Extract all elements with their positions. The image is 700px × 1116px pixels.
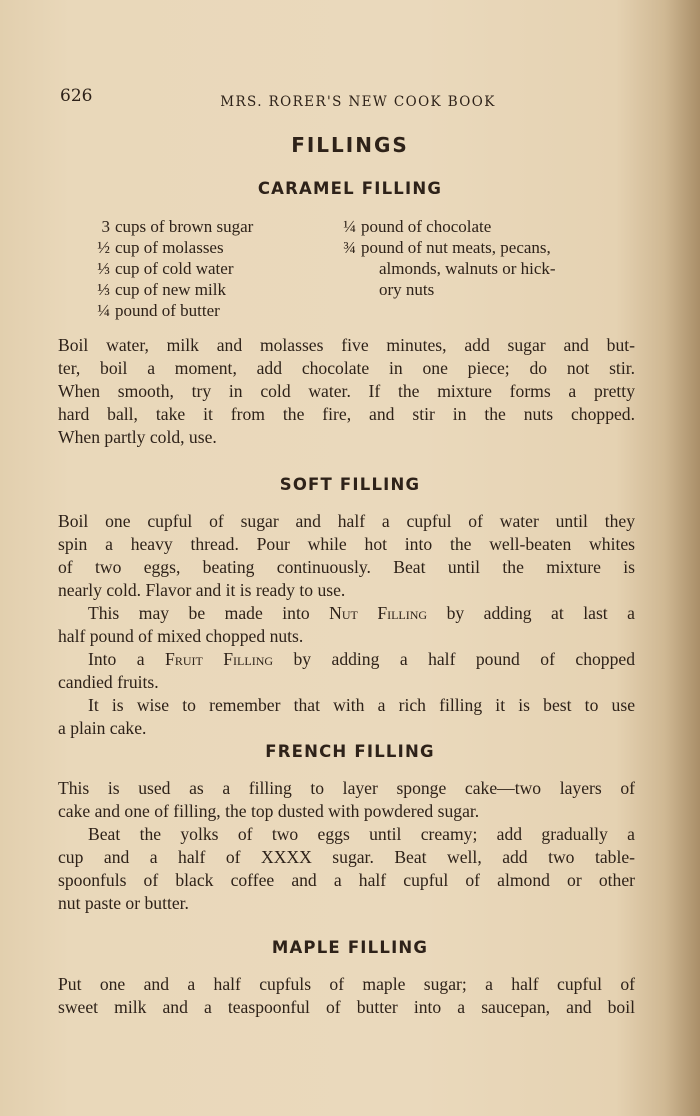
heading-caramel-filling: CARAMEL FILLING	[257, 179, 443, 198]
text-segment: by adding at last a	[427, 603, 635, 623]
text-line: nut paste or butter.	[58, 893, 189, 913]
chapter-title: FILLINGS	[291, 133, 409, 157]
ingredient-text: cups of brown sugar	[115, 217, 254, 236]
text-line: cake and one of filling, the top dusted with powdered sugar.	[58, 801, 480, 821]
ingredient-text: pound of chocolate	[361, 217, 492, 236]
text-line: This is used as a filling to layer sponge cake—two layers of	[58, 778, 635, 798]
ingredient-item	[336, 258, 556, 279]
ingredient-item	[336, 237, 556, 258]
ingredient-item	[90, 237, 253, 258]
paragraph-soft	[58, 510, 635, 740]
paragraph-maple	[58, 973, 635, 1019]
ingredient-text: cup of new milk	[115, 280, 226, 299]
small-caps-term: Nut Filling	[329, 603, 428, 623]
text-line: hard ball, take it from the fire, and stir in the nuts chopped.	[58, 404, 635, 424]
heading-french-filling: FRENCH FILLING	[265, 742, 435, 761]
ingredient-item	[336, 216, 556, 237]
ingredient-quantity: ⅓	[97, 280, 110, 299]
text-line: When smooth, try in cold water. If the mixture forms a pretty	[58, 381, 635, 401]
text-line: ter, boil a moment, add chocolate in one piece; do not stir.	[58, 358, 635, 378]
text-line: candied fruits.	[58, 672, 159, 692]
ingredient-item	[90, 279, 253, 300]
text-line: sweet milk and a teaspoonful of butter into a saucepan, and boil	[58, 997, 635, 1017]
text-line: Boil water, milk and molasses five minutes, add sugar and but-	[58, 335, 635, 355]
text-line: spin a heavy thread. Pour while hot into the well-beaten whites	[58, 534, 635, 554]
ingredient-text: ory nuts	[379, 280, 435, 299]
text-segment: This may be made into	[88, 603, 330, 623]
text-line: of two eggs, beating continuously. Beat until the mixture is	[58, 557, 635, 577]
ingredient-text: almonds, walnuts or hick-	[379, 259, 556, 278]
text-line	[58, 602, 635, 625]
ingredient-text: pound of butter	[115, 301, 220, 320]
text-line	[58, 648, 635, 671]
heading-soft-filling: SOFT FILLING	[279, 475, 421, 494]
text-line: Beat the yolks of two eggs until creamy; add gradually a	[88, 824, 635, 844]
paragraph-caramel	[58, 334, 635, 449]
ingredient-quantity: ¼	[97, 301, 110, 320]
paragraph-french	[58, 777, 635, 915]
ingredient-item	[336, 279, 556, 300]
heading-maple-filling: MAPLE FILLING	[271, 938, 429, 957]
text-line: spoonfuls of black coffee and a half cupful of almond or other	[58, 870, 635, 890]
text-line: Put one and a half cupfuls of maple sugar; a half cupful of	[58, 974, 635, 994]
ingredients-right	[336, 216, 556, 300]
ingredient-quantity: ½	[97, 238, 110, 257]
text-line: cup and a half of XXXX sugar. Beat well, add two table-	[58, 847, 635, 867]
text-line: half pound of mixed chopped nuts.	[58, 626, 304, 646]
text-segment: Into a	[88, 649, 166, 669]
small-caps-term: Fruit Filling	[165, 649, 274, 669]
ingredient-quantity: ⅓	[97, 259, 110, 278]
text-line: When partly cold, use.	[58, 427, 217, 447]
ingredient-text: pound of nut meats, pecans,	[361, 238, 551, 257]
ingredient-item	[90, 216, 253, 237]
text-line: a plain cake.	[58, 718, 147, 738]
ingredient-quantity: ¼	[343, 217, 356, 236]
ingredient-quantity: ¾	[343, 238, 356, 257]
ingredient-item	[90, 258, 253, 279]
ingredient-text: cup of molasses	[115, 238, 224, 257]
text-line: nearly cold. Flavor and it is ready to use.	[58, 580, 346, 600]
text-segment: by adding a half pound of chopped	[273, 649, 635, 669]
text-line: It is wise to remember that with a rich filling it is best to use	[88, 695, 635, 715]
text-line: Boil one cupful of sugar and half a cupful of water until they	[58, 511, 635, 531]
ingredient-quantity: 3	[101, 217, 110, 236]
running-head: MRS. RORER'S NEW COOK BOOK	[220, 94, 496, 110]
ingredient-text: cup of cold water	[115, 259, 234, 278]
ingredient-item	[90, 300, 253, 321]
page-number: 626	[60, 86, 93, 106]
ingredients-left	[90, 216, 253, 321]
